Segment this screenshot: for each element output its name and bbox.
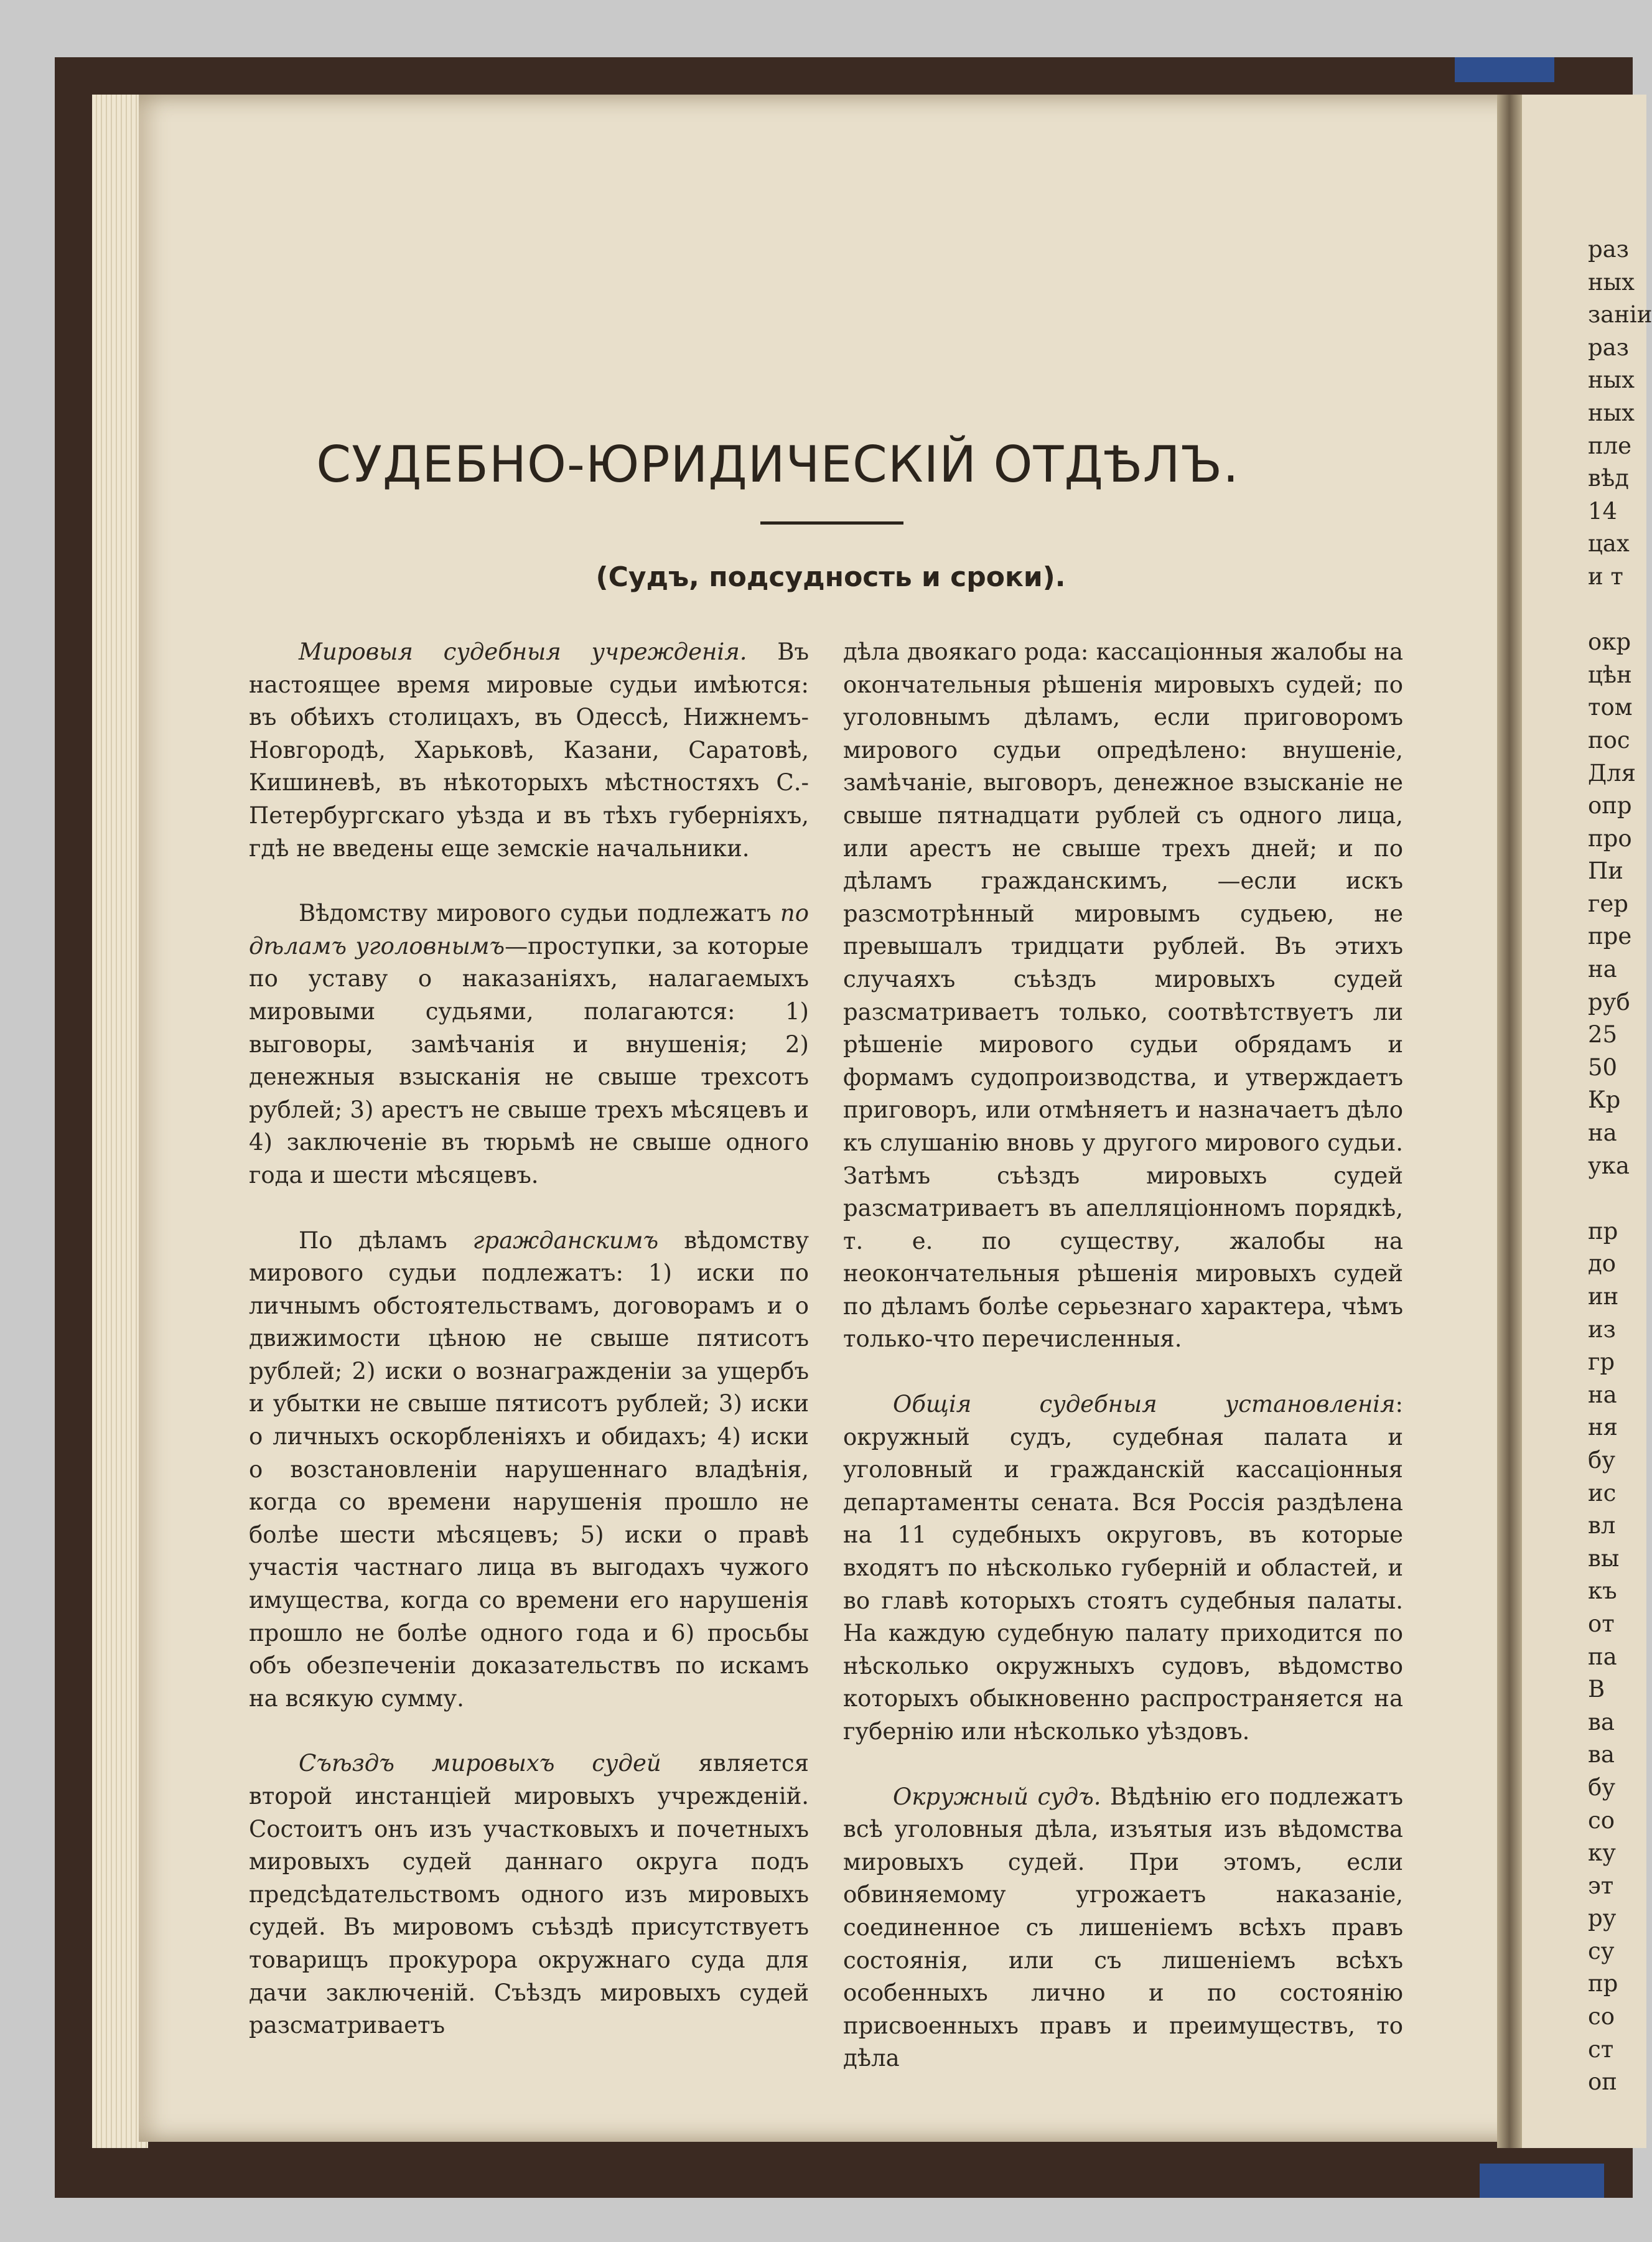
next-page-fragment: гер — [1588, 890, 1628, 917]
next-page-fragment: пос — [1588, 726, 1630, 754]
next-page-fragment: на — [1588, 956, 1617, 983]
next-page-fragment — [1588, 594, 1652, 627]
next-page-fragment: ст — [1588, 2035, 1614, 2063]
next-page-fragment: ва — [1588, 1708, 1615, 1735]
book-gutter — [1497, 95, 1522, 2148]
next-page-fragment: гр — [1588, 1348, 1615, 1376]
next-page-fragment: до — [1588, 1250, 1617, 1277]
next-page-fragment: эт — [1588, 1872, 1614, 1899]
next-page-fragment: раз — [1588, 236, 1629, 263]
next-page-fragment: ку — [1588, 1839, 1616, 1867]
next-page-fragment: Для — [1588, 759, 1636, 787]
paragraph-emphasis: по дѣламъ уголовнымъ — [249, 900, 809, 960]
next-page-fragment: цах — [1588, 530, 1630, 558]
next-page-fragment: от — [1588, 1610, 1615, 1637]
paragraph-obshchie-ustanovleniya — [843, 1388, 1403, 1749]
next-page-fragment: ин — [1588, 1283, 1619, 1310]
next-page-fragment: бу — [1588, 1446, 1616, 1474]
section-title: СУДЕБНО-ЮРИДИЧЕСКІЙ ОТДѢЛЪ. — [316, 436, 1239, 493]
next-page-fragment: руб — [1588, 988, 1630, 1016]
paragraph-text: является второй инстанціей мировыхъ учрежденій. Состоитъ онъ изъ участковыхъ и почетныхъ мировыхъ судей даннаго округа подъ предсѣдательствомъ одного изъ мировыхъ судей. Въ мировомъ съѣздѣ присутствуетъ товарищъ прокурора окружнаго суда для дачи заключеній. Съѣздъ мировыхъ судей разсматриваетъ — [249, 1750, 809, 2039]
next-page-fragment: со — [1588, 2003, 1615, 2030]
paragraph-heading: Съѣздъ мировыхъ судей — [299, 1750, 661, 1777]
next-page-fragment: пр — [1588, 1217, 1618, 1245]
next-page-fragment: 50 — [1588, 1053, 1618, 1081]
next-page-fragment: оп — [1588, 2068, 1617, 2096]
next-page-fragment: ука — [1588, 1152, 1630, 1179]
next-page-fragment: па — [1588, 1643, 1617, 1670]
next-page-fragment: Кр — [1588, 1086, 1621, 1114]
right-text-column — [843, 636, 1403, 2108]
next-page-fragment: пр — [1588, 1970, 1618, 1997]
paragraph-text: По дѣламъ — [299, 1226, 473, 1254]
next-page-fragment: из — [1588, 1315, 1616, 1343]
next-page-fragment: и т — [1588, 563, 1623, 590]
next-page-text-fragments — [1588, 233, 1652, 2099]
next-page-fragment: раз — [1588, 334, 1629, 361]
next-page-fragment: Пи — [1588, 857, 1623, 885]
next-page-fragment: на — [1588, 1381, 1617, 1408]
next-page-fragment: на — [1588, 1119, 1617, 1147]
next-page-fragment: про — [1588, 824, 1632, 852]
next-page-fragment: 25 — [1588, 1021, 1618, 1049]
next-page-fragment: пре — [1588, 923, 1632, 950]
paragraph-text: Вѣдѣнію его подлежатъ всѣ уголовныя дѣла, изъятыя изъ вѣдомства мировыхъ судей. При этомъ, если обвиняемому угрожаетъ наказаніе, соединенное съ лишеніемъ всѣхъ правъ состоянія, или съ лишеніемъ всѣхъ особенныхъ лично и по состоянію присвоенныхъ правъ и преимуществъ, то дѣла — [843, 1783, 1403, 2072]
blue-cover-corner-top — [1455, 57, 1554, 82]
next-page-fragment: пле — [1588, 432, 1632, 459]
paragraph-text: вѣдомству мирового судьи подлежатъ: 1) иски по личнымъ обстоятельствамъ, договорамъ и о движимости цѣною не свыше пятисотъ рублей; 2) иски о вознагражденіи за ущербъ и убытки не свыше пятисотъ рублей; 3) иски о личныхъ оскорбленіяхъ и обидахъ; 4) иски о возстановленіи нарушеннаго владѣнія, когда со времени нарушенія прошло не болѣе шести мѣсяцевъ; 5) иски о правѣ участія частнаго лица въ выгодахъ чужого имущества, когда со времени его нарушенія прошло не болѣе одного года и 6) просьбы объ обезпеченіи доказательствъ по искамъ на всякую сумму. — [249, 1226, 809, 1712]
paragraph-text: дѣла двоякаго рода: кассаціонныя жалобы на окончательныя рѣшенія мировыхъ судей; по уголовнымъ дѣламъ, если приговоромъ мирового судьи опредѣлено: внушеніе, замѣчаніе, выговоръ, денежное взысканіе не свыше пятнадцати рублей съ одного лица, или арестъ не свыше трехъ дней; и по дѣламъ гражданскимъ, —если искъ разсмотрѣнный мировымъ судьею, не превышалъ тридцати рублей. Въ этихъ случаяхъ съѣздъ мировыхъ судей разсматриваетъ только, соотвѣтствуетъ ли рѣшеніе мирового судьи обрядамъ и формамъ судопроизводства, и утверждаетъ приговоръ, или отмѣняетъ и назначаетъ дѣло къ слушанію вновь у другого мирового судьи. Затѣмъ съѣздъ мировыхъ судей разсматриваетъ въ апелляціонномъ порядкѣ, т. е. по существу, жалобы на неокончательныя рѣшенія мировыхъ судей по дѣламъ болѣе серьезнаго характера, чѣмъ только-что перечисленныя. — [843, 638, 1403, 1353]
next-page-fragment: заніи — [1588, 301, 1652, 329]
next-page-fragment: окр — [1588, 628, 1631, 656]
paragraph-emphasis: гражданскимъ — [472, 1226, 659, 1254]
next-page-fragment: ных — [1588, 399, 1635, 426]
paragraph-text: —проступки, за которые по уставу о наказаніяхъ, налагаемыхъ мировыми судьями, полагаются: 1) выговоры, замѣчанія и внушенія; 2) денежныя взысканія не свыше трехсотъ рублей; 3) арестъ не свыше трехъ мѣсяцевъ и 4) заключеніе въ тюрьмѣ не свыше одного года и шести мѣсяцевъ. — [249, 932, 809, 1189]
next-page-fragment: вѣд — [1588, 465, 1629, 492]
left-text-column — [249, 636, 809, 2075]
paragraph-continued — [843, 636, 1403, 1356]
next-page-fragment: В — [1588, 1676, 1605, 1703]
next-page-fragment: вы — [1588, 1544, 1620, 1572]
paragraph-heading: Общія судебныя установленія — [893, 1391, 1396, 1418]
next-page-fragment: ру — [1588, 1905, 1617, 1932]
paragraph-heading: Окружный судъ. — [893, 1783, 1101, 1810]
next-page-fragment: опр — [1588, 792, 1632, 820]
paragraph-ugolovnye-dela — [249, 897, 809, 1192]
paragraph-okruzhnyi-sud — [843, 1781, 1403, 2075]
next-page-fragment: ных — [1588, 367, 1635, 394]
section-subtitle: (Судъ, подсудность и сроки). — [595, 561, 1066, 593]
title-divider — [760, 521, 903, 525]
next-page-fragment: вл — [1588, 1512, 1616, 1539]
next-page-fragment: къ — [1588, 1577, 1617, 1605]
paragraph-text: : окружный судъ, судебная палата и уголовный и гражданскій кассаціонныя департаменты сената. Вся Россія раздѣлена на 11 судебныхъ округовъ, въ которые входятъ по нѣсколько губерній и областей, и во главѣ которыхъ стоятъ судебныя палаты. На каждую судебную палату приходится по нѣсколько окружныхъ судовъ, вѣдомство которыхъ обыкновенно распространяется на губернію или нѣсколько уѣздовъ. — [843, 1391, 1403, 1745]
next-page-fragment: со — [1588, 1806, 1615, 1834]
paragraph-text: Вѣдомству мирового судьи подлежатъ — [299, 900, 780, 927]
next-page-fragment: ва — [1588, 1741, 1615, 1768]
next-page-fragment: том — [1588, 694, 1633, 721]
next-page-fragment: ных — [1588, 268, 1635, 296]
paragraph-heading: Мировыя судебныя учрежденія. — [299, 638, 747, 665]
next-page-fragment: ис — [1588, 1479, 1617, 1506]
blue-cover-corner-bottom — [1480, 2164, 1604, 2198]
paragraph-grazhdanskie-dela — [249, 1225, 809, 1716]
next-page-fragment: 14 — [1588, 497, 1618, 525]
paragraph-mirovye-uchrezhdeniya — [249, 636, 809, 865]
paragraph-text: Въ настоящее время мировые судьи имѣются: въ обѣихъ столицахъ, въ Одессѣ, Нижнемъ-Новгородѣ, Харьковѣ, Казани, Саратовѣ, Кишиневѣ, въ нѣкоторыхъ мѣстностяхъ С.-Петербургскаго уѣзда и въ тѣхъ губерніяхъ, гдѣ не введены еще земскіе начальники. — [249, 638, 809, 862]
next-page-fragment — [1588, 1182, 1652, 1215]
paragraph-sezd-mirovykh-sudei — [249, 1747, 809, 2042]
next-page-fragment: цѣн — [1588, 661, 1632, 688]
next-page-fragment: бу — [1588, 1773, 1616, 1801]
next-page-fragment: ня — [1588, 1414, 1618, 1441]
next-page-fragment: су — [1588, 1937, 1615, 1964]
